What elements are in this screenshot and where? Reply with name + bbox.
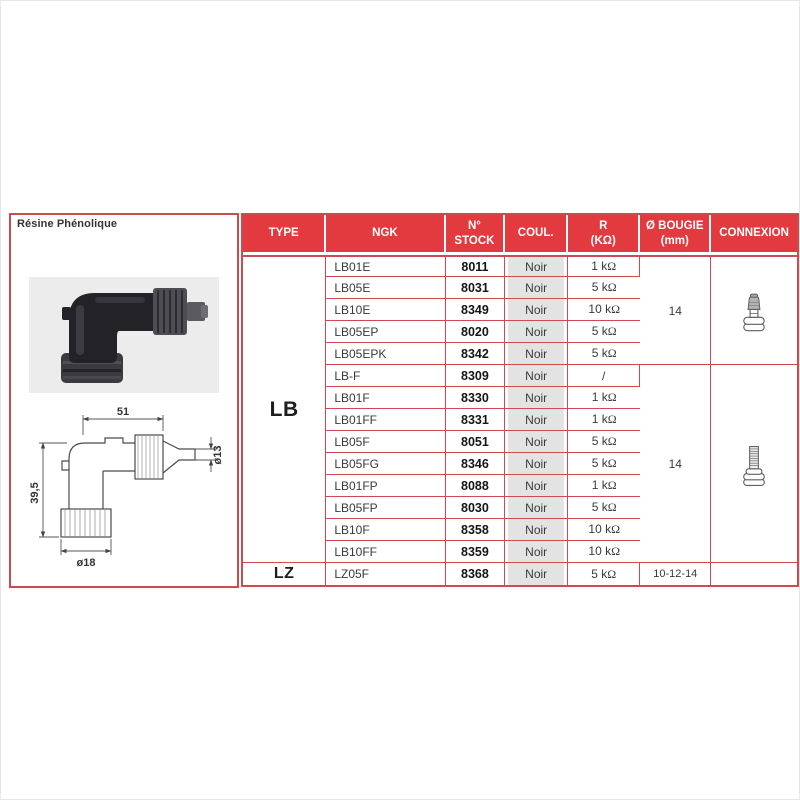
resistance-cell: 10 kΩ	[568, 541, 640, 563]
color-value: Noir	[508, 563, 564, 585]
resistance-cell: 1 kΩ	[568, 409, 640, 431]
color-cell	[505, 475, 568, 497]
column-header-stock	[446, 215, 506, 255]
connexion-cell	[711, 563, 797, 585]
stock-number-cell: 8359	[446, 541, 506, 563]
column-header-line: STOCK	[454, 234, 495, 247]
resistance-cell: 5 kΩ	[568, 563, 640, 585]
ngk-reference-cell: LB05EPK	[326, 343, 445, 365]
ngk-reference-cell: LB05FP	[326, 497, 445, 519]
panel-title: Résine Phénolique	[17, 218, 118, 230]
omega-symbol: Ω	[607, 324, 617, 338]
ngk-reference-cell: LB05EP	[326, 321, 445, 343]
resistance-cell: 5 kΩ	[568, 497, 640, 519]
ngk-reference-cell: LB01FP	[326, 475, 445, 497]
stock-number-cell: 8030	[446, 497, 506, 519]
resistance-cell: 10 kΩ	[568, 519, 640, 541]
omega-symbol: Ω	[607, 434, 617, 448]
table-row	[243, 365, 797, 387]
omega-symbol: Ω	[607, 390, 617, 404]
color-cell	[505, 519, 568, 541]
color-value: Noir	[508, 475, 564, 496]
resistance-cell: 5 kΩ	[568, 343, 640, 365]
color-cell	[505, 255, 568, 277]
header-row	[243, 215, 797, 255]
column-header-bougie	[640, 215, 711, 255]
resistance-cell: 1 kΩ	[568, 475, 640, 497]
stock-number-cell: 8358	[446, 519, 506, 541]
bougie-diameter-cell: 10-12-14	[640, 563, 711, 585]
ngk-reference-cell: LB01F	[326, 387, 445, 409]
color-cell	[505, 343, 568, 365]
spec-table	[241, 213, 799, 587]
type-cell-lz: LZ	[243, 563, 326, 585]
table-row	[243, 255, 797, 277]
stock-number-cell: 8088	[446, 475, 506, 497]
stock-number-cell: 8342	[446, 343, 506, 365]
ngk-reference-cell: LB05F	[326, 431, 445, 453]
stock-number-cell: 8368	[446, 563, 506, 585]
bougie-diameter-cell: 14	[640, 255, 711, 365]
connexion-cell	[711, 255, 797, 365]
ngk-reference-cell: LB10E	[326, 299, 445, 321]
color-cell	[505, 541, 568, 563]
stock-number-cell: 8020	[446, 321, 506, 343]
column-header-line: CONNEXION	[719, 227, 789, 240]
omega-symbol: Ω	[611, 302, 621, 316]
color-value: Noir	[508, 431, 564, 452]
threaded-stud-connector-icon	[738, 441, 770, 487]
ngk-reference-cell: LB01E	[326, 255, 445, 277]
color-cell	[505, 409, 568, 431]
color-value: Noir	[508, 387, 564, 408]
omega-symbol: Ω	[607, 500, 617, 514]
color-value: Noir	[508, 257, 564, 276]
resistance-cell: 1 kΩ	[568, 387, 640, 409]
color-value: Noir	[508, 519, 564, 540]
dim-height-label: 39,5	[29, 482, 41, 504]
color-value: Noir	[508, 299, 564, 320]
color-cell	[505, 431, 568, 453]
ngk-reference-cell: LB05E	[326, 277, 445, 299]
dim-tip-label: ø13	[212, 445, 224, 465]
dimension-diagram	[27, 403, 227, 571]
column-header-line: (mm)	[660, 234, 689, 247]
stock-number-cell: 8349	[446, 299, 506, 321]
resistance-cell: /	[568, 365, 640, 387]
table-row	[243, 563, 797, 585]
omega-symbol: Ω	[607, 456, 617, 470]
resistance-cell: 5 kΩ	[568, 431, 640, 453]
column-header-line: N°	[467, 220, 481, 233]
color-value: Noir	[508, 343, 564, 364]
connexion-cell	[711, 365, 797, 563]
stock-number-cell: 8031	[446, 277, 506, 299]
color-cell	[505, 453, 568, 475]
column-header-coul	[505, 215, 568, 255]
color-cell	[505, 277, 568, 299]
dimension-diagram-drawing	[27, 403, 227, 571]
bougie-diameter-cell: 14	[640, 365, 711, 563]
color-value: Noir	[508, 365, 564, 386]
resistance-cell: 5 kΩ	[568, 453, 640, 475]
resistance-cell: 5 kΩ	[568, 321, 640, 343]
ngk-reference-cell: LB10FF	[326, 541, 445, 563]
color-cell	[505, 497, 568, 519]
omega-symbol: Ω	[607, 566, 617, 581]
ngk-reference-cell: LB05FG	[326, 453, 445, 475]
type-cell-lb: LB	[243, 255, 326, 563]
color-value: Noir	[508, 321, 564, 342]
stock-number-cell: 8346	[446, 453, 506, 475]
color-value: Noir	[508, 497, 564, 518]
column-header-type	[243, 215, 326, 255]
stock-number-cell: 8011	[446, 255, 506, 277]
column-header-ngk	[326, 215, 445, 255]
color-value: Noir	[508, 541, 564, 562]
column-header-line: NGK	[372, 227, 398, 240]
stock-number-cell: 8309	[446, 365, 506, 387]
resistance-cell: 10 kΩ	[568, 299, 640, 321]
column-header-r	[568, 215, 640, 255]
omega-symbol: Ω	[607, 412, 617, 426]
column-header-connexion	[711, 215, 797, 255]
stock-number-cell: 8331	[446, 409, 506, 431]
omega-symbol: Ω	[607, 280, 617, 294]
omega-symbol: Ω	[607, 259, 617, 273]
stock-number-cell: 8051	[446, 431, 506, 453]
omega-symbol: Ω	[611, 544, 621, 558]
color-value: Noir	[508, 277, 564, 298]
column-header-line: TYPE	[268, 227, 299, 240]
column-header-line: COUL.	[517, 227, 554, 240]
ngk-reference-cell: LB-F	[326, 365, 445, 387]
ngk-reference-cell: LB10F	[326, 519, 445, 541]
resistance-cell: 1 kΩ	[568, 255, 640, 277]
color-cell	[505, 321, 568, 343]
dim-length-label: 51	[116, 406, 130, 418]
omega-symbol: Ω	[607, 478, 617, 492]
resistance-cell: 5 kΩ	[568, 277, 640, 299]
terminal-nut-connector-icon	[738, 289, 770, 333]
spark-plug-cap-photo-image	[29, 277, 219, 393]
color-value: Noir	[508, 409, 564, 430]
column-header-line: Ø BOUGIE	[646, 220, 704, 233]
spark-plug-cap-photo	[29, 277, 219, 393]
ngk-reference-cell: LZ05F	[326, 563, 445, 585]
color-cell	[505, 387, 568, 409]
color-cell	[505, 563, 568, 585]
omega-symbol: Ω	[611, 522, 621, 536]
color-value: Noir	[508, 453, 564, 474]
omega-symbol: Ω	[607, 346, 617, 360]
ngk-reference-cell: LB01FF	[326, 409, 445, 431]
stock-number-cell: 8330	[446, 387, 506, 409]
dim-base-label: ø18	[76, 557, 96, 569]
color-cell	[505, 299, 568, 321]
column-header-line: R	[599, 220, 608, 233]
column-header-line: (KΩ)	[590, 234, 616, 247]
product-panel	[9, 213, 239, 588]
color-cell	[505, 365, 568, 387]
